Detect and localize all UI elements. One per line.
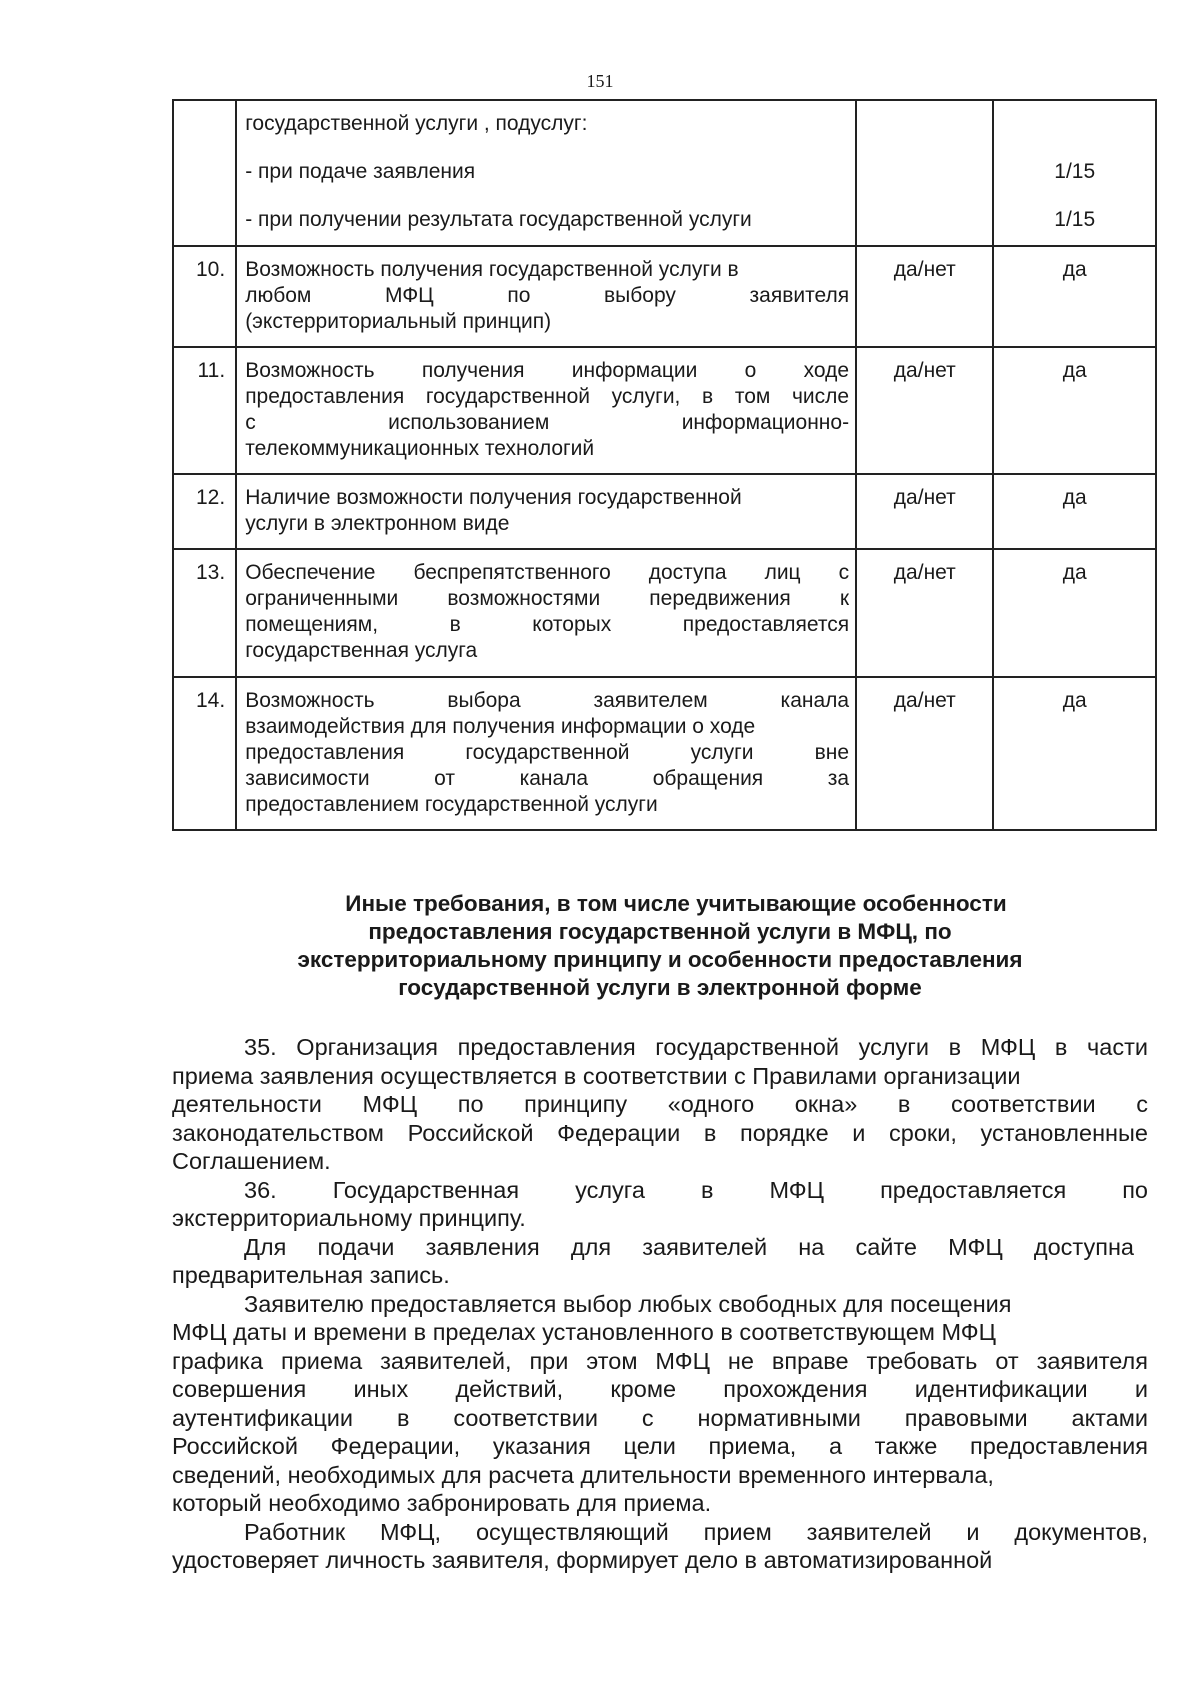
value-cell: да xyxy=(993,474,1156,549)
table-row xyxy=(173,347,1156,474)
description-line: ограниченными возможностями передвижения к xyxy=(245,587,850,610)
table-row xyxy=(173,474,1156,549)
description-line: телекоммуникационных технологий xyxy=(245,437,595,460)
row-number-cell xyxy=(173,100,236,246)
description-line: предоставлением государственной услуги xyxy=(245,793,658,816)
description-line: Обеспечение беспрепятственного доступа лиц с xyxy=(245,561,850,584)
description-line: государственная услуга xyxy=(245,639,478,662)
unit-cell: да/нет xyxy=(856,246,993,347)
description-cell xyxy=(236,246,856,347)
description-line: - при получении результата государственной услуги xyxy=(245,208,752,231)
description-cell xyxy=(236,100,856,246)
description-line: Возможность получения государственной услуги в xyxy=(245,258,739,281)
description-line: Возможность получения информации о ходе xyxy=(245,359,850,382)
value-cell: да xyxy=(993,677,1156,830)
paragraph-line: который необходимо забронировать для приема. xyxy=(172,1490,712,1516)
table-row xyxy=(173,100,1156,246)
paragraph-35 xyxy=(172,1033,1148,1176)
value-text: 1/15 xyxy=(1054,208,1096,231)
paragraph-line: совершения иных действий, кроме прохождения идентификации и xyxy=(172,1376,1148,1402)
value-cell: да xyxy=(993,246,1156,347)
unit-cell xyxy=(856,100,993,246)
description-line: взаимодействия для получения информации о ходе xyxy=(245,715,756,738)
paragraph xyxy=(172,1233,1148,1290)
value-text: 1/15 xyxy=(1054,160,1096,183)
paragraph-36 xyxy=(172,1176,1148,1233)
paragraph-line: деятельности МФЦ по принципу «одного окна» в соответствии с xyxy=(172,1091,1148,1117)
heading-line: предоставления государственной услуги в МФЦ, по xyxy=(368,919,952,944)
description-line: помещениям, в которых предоставляется xyxy=(245,613,850,636)
page-number: 151 xyxy=(586,71,614,91)
paragraph-line: Для подачи заявления для заявителей на сайте МФЦ доступна xyxy=(244,1233,1134,1260)
description-cell xyxy=(236,347,856,474)
row-number: 14. xyxy=(173,677,236,830)
heading-line: экстерриториальному принципу и особенности предоставления xyxy=(297,947,1023,972)
table-row xyxy=(173,549,1156,677)
description-line: Наличие возможности получения государственной xyxy=(245,486,742,509)
table-row xyxy=(173,246,1156,347)
paragraph-line: МФЦ даты и времени в пределах установленного в соответствующем МФЦ xyxy=(172,1319,997,1345)
unit-cell: да/нет xyxy=(856,347,993,474)
section-heading xyxy=(230,890,1090,1002)
paragraph-line: законодательством Российской Федерации в порядке и сроки, установленные xyxy=(172,1119,1148,1146)
paragraph-line: приема заявления осуществляется в соответствии с Правилами организации xyxy=(172,1062,1021,1089)
description-line: предоставления государственной услуги, в том числе xyxy=(245,385,850,408)
description-line: - при подаче заявления xyxy=(245,160,476,183)
paragraph-line: графика приема заявителей, при этом МФЦ не вправе требовать от заявителя xyxy=(172,1347,1148,1374)
row-number: 10. xyxy=(173,246,236,347)
unit-cell: да/нет xyxy=(856,549,993,677)
paragraph-line: удостоверяет личность заявителя, формирует дело в автоматизированной xyxy=(172,1547,993,1573)
description-cell xyxy=(236,549,856,677)
heading-line: государственной услуги в электронной форме xyxy=(398,975,922,1000)
paragraph xyxy=(172,1518,1148,1575)
description-line: государственной услуги , подуслуг: xyxy=(245,112,588,135)
unit-cell: да/нет xyxy=(856,474,993,549)
paragraph-line: сведений, необходимых для расчета длительности временного интервала, xyxy=(172,1461,994,1488)
row-number: 12. xyxy=(173,474,236,549)
description-cell xyxy=(236,677,856,830)
description-line: предоставления государственной услуги вне xyxy=(245,741,850,764)
description-line: услуги в электронном виде xyxy=(245,512,510,535)
description-line: (экстерриториальный принцип) xyxy=(245,310,552,333)
description-line: зависимости от канала обращения за xyxy=(245,767,850,790)
description-line: любом МФЦ по выбору заявителя xyxy=(245,284,850,307)
paragraph-line: 35. Организация предоставления государственной услуги в МФЦ в части xyxy=(244,1034,1148,1060)
document-body xyxy=(172,1033,1148,1575)
paragraph-line: Соглашением. xyxy=(172,1148,331,1174)
quality-indicators-table xyxy=(172,99,1157,831)
unit-cell: да/нет xyxy=(856,677,993,830)
paragraph-line: экстерриториальному принципу. xyxy=(172,1205,526,1231)
heading-line: Иные требования, в том числе учитывающие особенности xyxy=(345,891,1007,916)
paragraph-line: Работник МФЦ, осуществляющий прием заявителей и документов, xyxy=(244,1518,1148,1545)
row-number: 13. xyxy=(173,549,236,677)
value-cell: да xyxy=(993,347,1156,474)
description-line: Возможность выбора заявителем канала xyxy=(245,689,850,712)
paragraph-line: Заявителю предоставляется выбор любых свободных для посещения xyxy=(244,1290,1012,1317)
table-row xyxy=(173,677,1156,830)
description-line: с использованием информационно- xyxy=(245,411,850,434)
row-number: 11. xyxy=(173,347,236,474)
paragraph-line: 36. Государственная услуга в МФЦ предоставляется по xyxy=(244,1176,1148,1203)
value-cell: да xyxy=(993,549,1156,677)
description-cell xyxy=(236,474,856,549)
paragraph-line: аутентификации в соответствии с нормативными правовыми актами xyxy=(172,1404,1148,1431)
paragraph xyxy=(172,1290,1148,1518)
paragraph-line: предварительная запись. xyxy=(172,1262,450,1288)
value-cell xyxy=(993,100,1156,246)
paragraph-line: Российской Федерации, указания цели приема, а также предоставления xyxy=(172,1433,1148,1459)
